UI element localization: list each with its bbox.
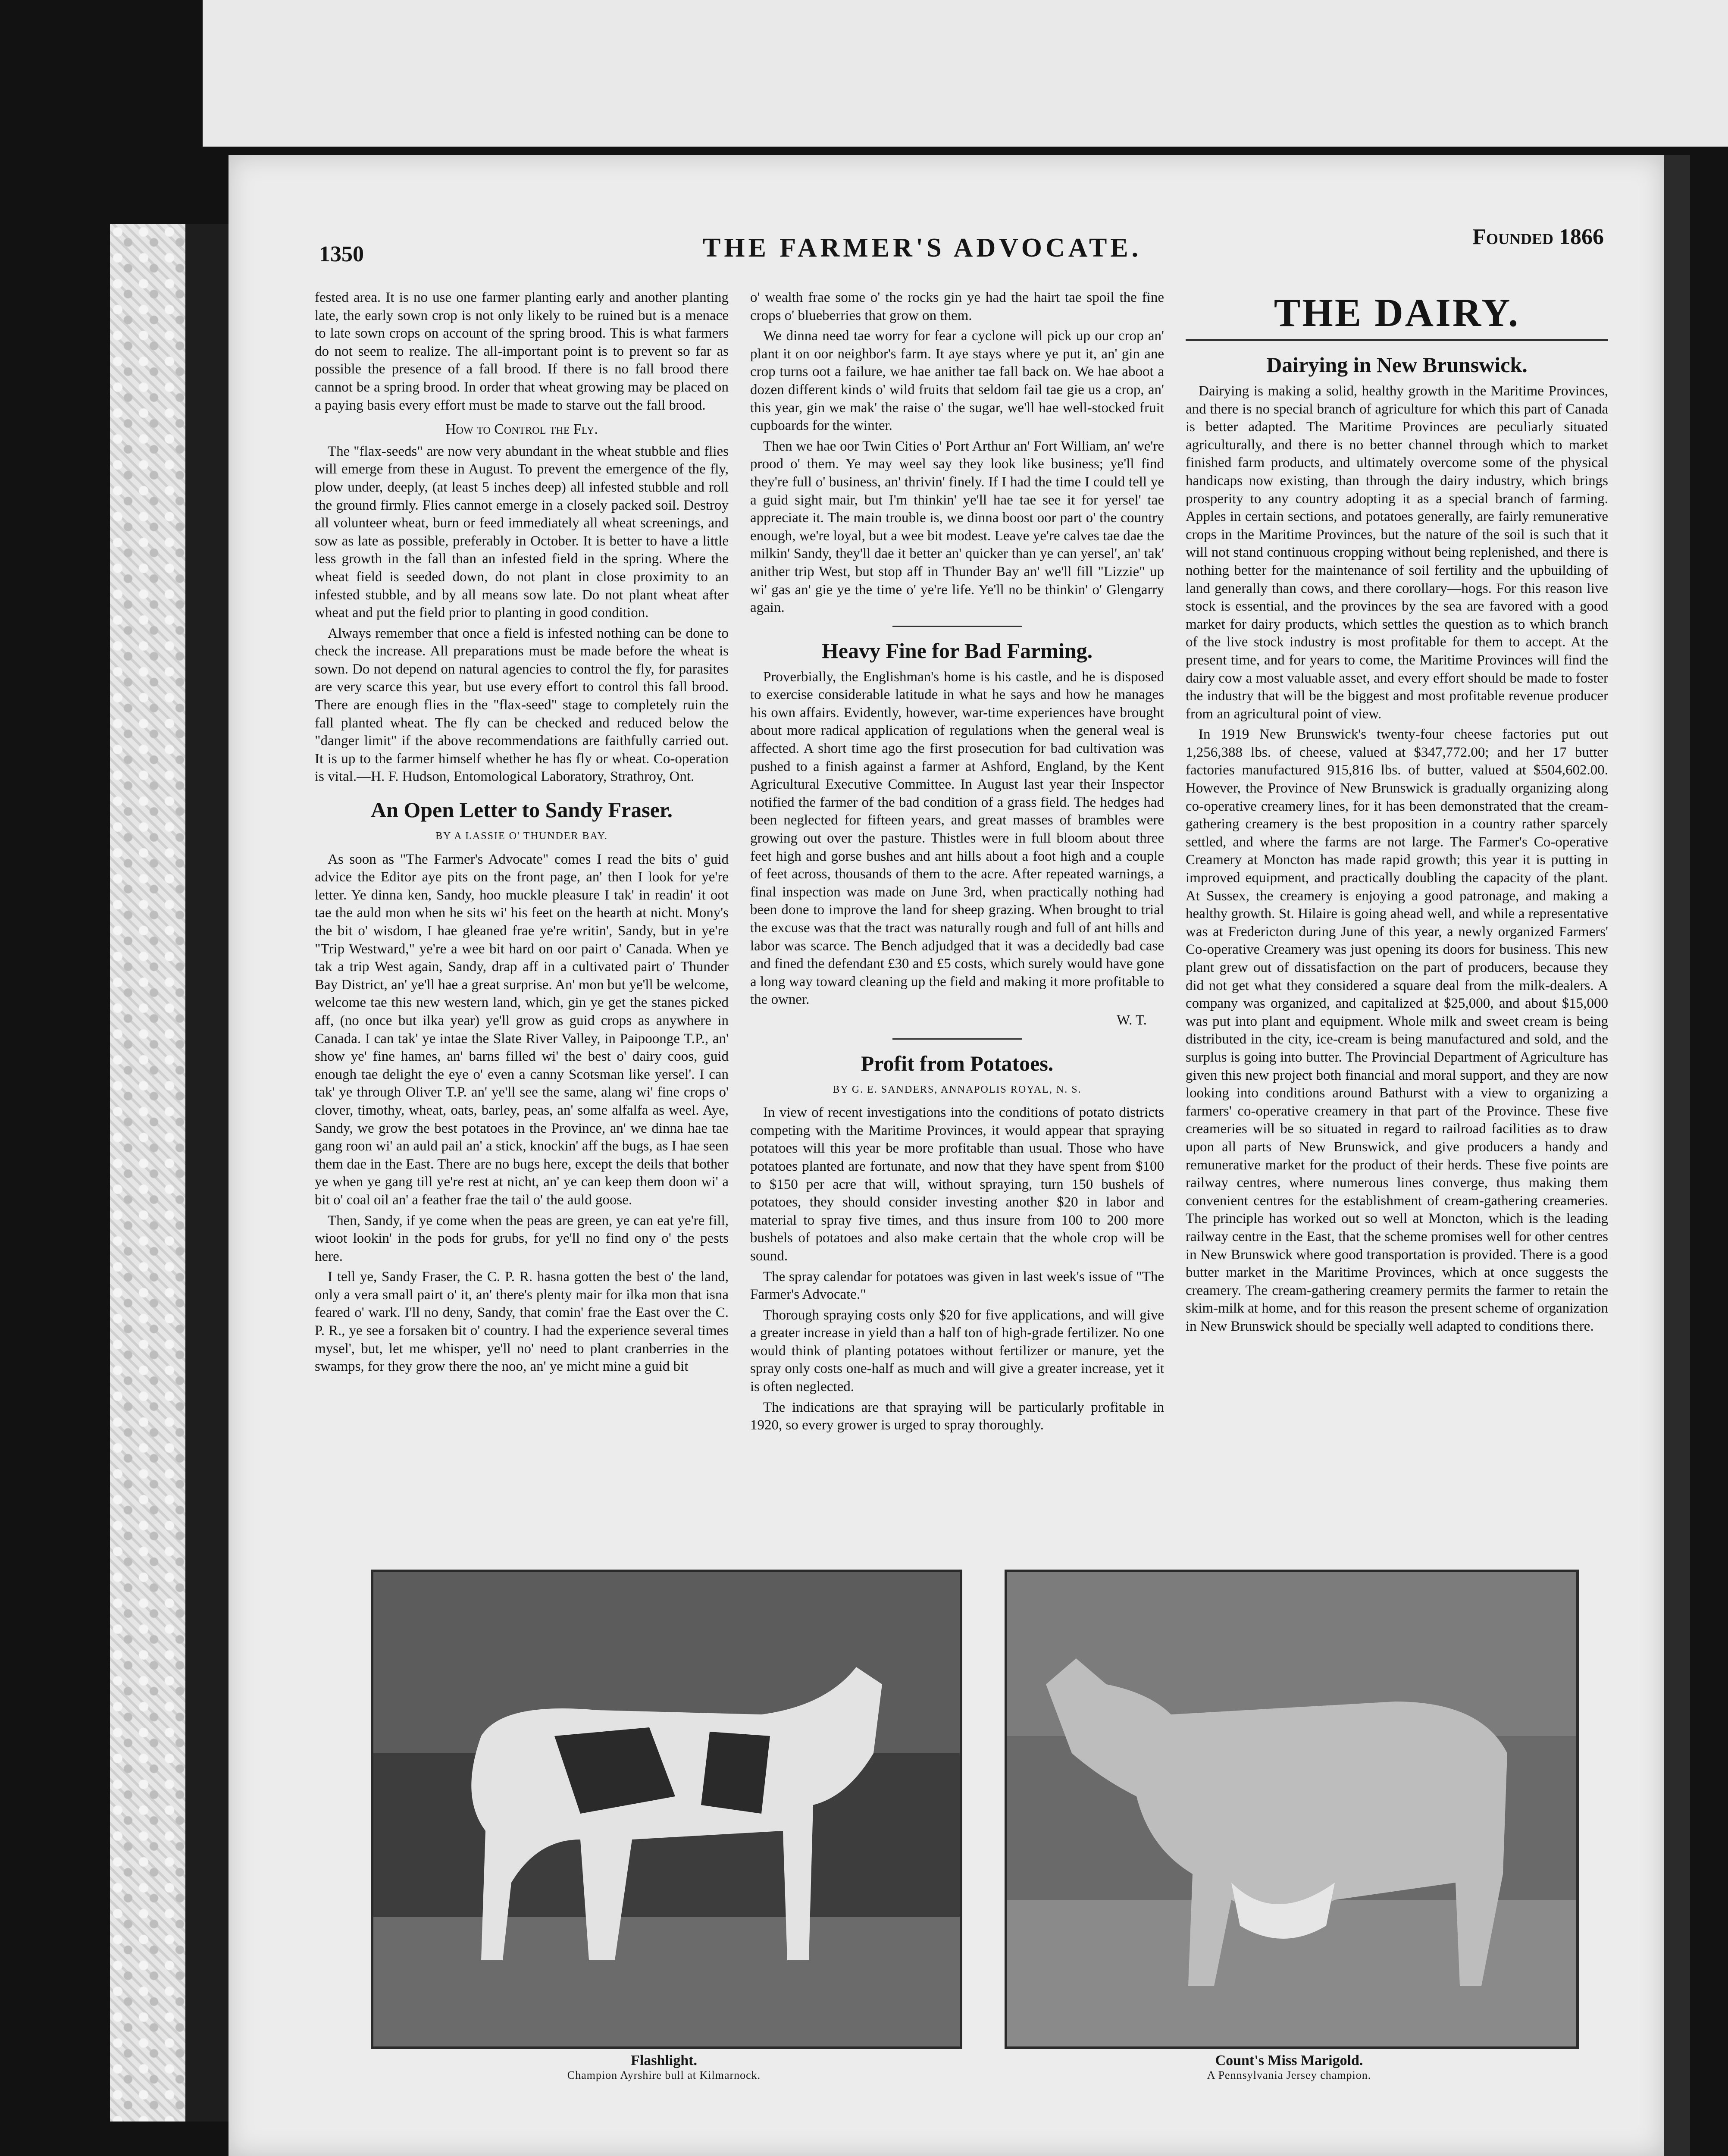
article-text: I tell ye, Sandy Fraser, the C. P. R. hasna gotten the best o' the land, only a vera small pairt o' it, an' there's plenty mair for ilka mon that isna feared o' wark. I'll no deny, Sandy, that comin' frae the East over the C. P. R., ye see a forsaken bit o' country. I had the experience several times mysel', but, let me whisper, ye'll no' need to plant cranberries in the swamps, for they grow there the noo, an' ye micht mine a guid bit — [315, 1269, 729, 1375]
page-header — [229, 216, 1664, 276]
column-2 — [750, 289, 1164, 1437]
bull-photo — [371, 1570, 962, 2049]
newspaper-page — [229, 155, 1664, 2156]
background-sheet — [203, 0, 1728, 147]
signature: W. T. — [1117, 1012, 1147, 1028]
article-title-potatoes: Profit from Potatoes. — [861, 1051, 1054, 1075]
page-edge — [1664, 155, 1690, 2156]
article-text: The spray calendar for potatoes was given in last week's issue of "The Farmer's Advocate." — [750, 1269, 1164, 1303]
byline: BY A LASSIE O' THUNDER BAY. — [435, 830, 608, 842]
article-title-dairy: Dairying in New Brunswick. — [1266, 353, 1528, 377]
caption-subtitle: Champion Ayrshire bull at Kilmarnock. — [567, 2069, 761, 2081]
article-text: o' wealth frae some o' the rocks gin ye had the hairt tae spoil the fine crops o' blueberries that grow on them. — [750, 290, 1164, 323]
article-text: fested area. It is no use one farmer planting early and another planting late, the early sown crop is not only likely to be ruined but is a menace to late sown crops on account of the spring brood. This is what farmers do not seem to realize. The all-important point is to prevent so far as possible the presence of a fall brood. If there is no fall brood there cannot be a spring brood. In order that wheat growing may be placed on a paying basis every effort must be made to starve out the fall brood. — [315, 290, 729, 413]
article-text: As soon as "The Farmer's Advocate" comes I read the bits o' guid advice the Editor aye pits on the front page, an' then I look for ye're letter. Ye dinna ken, Sandy, hoo muckle pleasure I tak' in readin' it oot tae the auld mon when he sits wi' his feet on the hearth at nicht. Mony's the bit o' wisdom, I hae gleaned frae ye're writin', Sandy, but in ye're "Trip Westward," ye're a wee bit hard on oor pairt o' Canada. When ye tak a trip West again, Sandy, drap aff in a cultivated pairt o' Thunder Bay District, an' ye'll hae a great surprise. An' mon but ye'll be welcome, welcome tae this new western land, which, gin ye get the stanes picked aff, (no once but ilka year) ye'll grow as guid crops as anywhere in Canada. I can tak' ye intae the Slate River Valley, in Paipoonge T.P., an' show ye' fine hames, an' barns filled wi' the best o' dairy coos, guid enough tae delight the eye o' even a canny Scotsman like yersel'. I can tak' ye through Oliver T.P. an' ye'll see the same, alang wi' fine crops o' clover, timothy, wheat, oats, barley, peas, an' some alfalfa as weel. Aye, Sandy, we grow the best potatoes in the Province, an' we dinna hae tae gang roon wi' an auld pail an' a stick, knockin' aff the bugs, as I hae seen them dae in the East. There are no bugs here, except the deils that bother ye when ye gang till ye're rest at nicht, an' ye can keep them doon wi' a bit o' coal oil an' a feather frae the tail o' the auld goose. — [315, 851, 729, 1208]
article-text: Dairying is making a solid, healthy growth in the Maritime Provinces, and there is no special branch of agriculture for which this part of Canada is better adapted. The Maritime Provinces are peculiarly situated agriculturally, and there is no better channel through which to market finished farm products, and ultimately overcome some of the physical handicaps now existing, than through the dairy industry, which brings prosperity to any country adopting it as a special branch of farming. Apples in certain sections, and potatoes generally, are fairly remunerative crops in the Maritime Provinces, but the nature of the soil is such that it will not stand continuous cropping without being replenished, and there is nothing better for the maintenance of soil fertility and the upbuilding of land generally than cows, and there corollary—hogs. For this reason live stock is essential, and the provinces by the sea are favored with a good market for dairy products, which settles the question as to which branch of the live stock industry is most profitable for them to accept. At the present time, and for years to come, the Maritime Provinces will find the dairy cow a most valuable asset, and every effort should be made to foster the industry that will be the biggest and most profitable revenue producer from an agricultural point of view. — [1186, 383, 1608, 722]
binding-gutter — [185, 224, 229, 2122]
page-number: 1350 — [319, 242, 364, 266]
byline: BY G. E. SANDERS, ANNAPOLIS ROYAL, N. S. — [833, 1084, 1082, 1095]
article-title-fine: Heavy Fine for Bad Farming. — [821, 638, 1093, 663]
subheading: How to Control the Fly. — [445, 421, 598, 438]
caption-title: Count's Miss Marigold. — [1215, 2053, 1363, 2068]
divider — [892, 1038, 1022, 1040]
article-text: Thorough spraying costs only $20 for five applications, and will give a greater increase in yield than a half ton of high-grade fertilizer. No one would think of planting potatoes without fertilizer or manure, yet the spray only costs one-half as much and will give a greater increase, yet it is often neglected. — [750, 1307, 1164, 1395]
article-text: Then, Sandy, if ye come when the peas are green, ye can eat ye're fill, wioot lookin' in the pods for grubs, for ye'll no find ony o' the pests here. — [315, 1213, 729, 1264]
article-text: In view of recent investigations into the conditions of potato districts competing with the Maritime Provinces, it would appear that spraying potatoes will this year be more profitable than usual. Those who have potatoes planted are fortunate, and now that they have spent from $100 to $150 per acre that will, without spraying, turn 150 bushels of potatoes, they should consider investing another $20 in labor and material to spray five times, and thus insure from 100 to 200 more bushels of potatoes and also make certain that the whole crop will be sound. — [750, 1105, 1164, 1264]
photo-caption — [371, 2053, 957, 2082]
article-title-letter: An Open Letter to Sandy Fraser. — [371, 798, 673, 822]
article-text: Proverbially, the Englishman's home is his castle, and he is disposed to exercise considerable latitude in what he says and how he manages his own affairs. Evidently, however, war-time experiences have brought about more radical application of regulations when the general weal is affected. A short time ago the first prosecution for bad cultivation was pushed to a finish against a farmer at Ashford, England, by the Kent Agricultural Executive Committee. In August last year their Inspector notified the farmer of the bad condition of a grass field. The hedges had been neglected for fifteen years, and great masses of brambles were growing out over the pasture. Thistles were in full bloom about three feet high and gorse bushes and ant hills about a foot high and a couple of feet across, thousands of them to the acre. After repeated warnings, a final inspection was made on June 3rd, when practically nothing had been done to improve the land for sheep grazing. When brought to trial the excuse was that the tract was naturally rough and full of ant hills and labor was scarce. The Bench adjudged that it was a decidedly bad case and fined the defendant £30 and £5 costs, which surely would have gone a long way toward cleaning up the field and making it more profitable to the owner. — [750, 669, 1164, 1008]
caption-subtitle: A Pennsylvania Jersey champion. — [1207, 2069, 1371, 2081]
article-text: The indications are that spraying will be particularly profitable in 1920, so every grower is urged to spray thoroughly. — [750, 1399, 1164, 1433]
article-text: The "flax-seeds" are now very abundant in the wheat stubble and flies will emerge from these in August. To prevent the emergence of the fly, plow under, deeply, (at least 5 inches deep) all infested stubble and roll the ground firmly. Flies cannot emerge in a closely packed soil. Destroy all volunteer wheat, burn or feed immediately all wheat screenings, and sow as late as possible, preferably in October. It is better to have a little less growth in the fall than an infested field in the spring. Where the wheat field is seeded down, do not plant in close proximity to an infested stubble, and by all means sow late. Do not plant wheat after wheat and put the field prior to planting in good condition. — [315, 443, 729, 621]
column-1 — [315, 289, 729, 1379]
article-text: Always remember that once a field is infested nothing can be done to check the increase. All preparations must be made before the wheat is sown. Do not depend on natural agencies to control the fly, for parasites are very scarce this year, but use every effort to control this fall brood. There are enough flies in the "flax-seed" stage to completely ruin the fall planted wheat. The fly can be checked and reduced below the "danger limit" if the above recommendations are faithfully carried out. It is up to the farmer himself whether he has fly or wheat. Co-operation is vital.—H. F. Hudson, Entomological Laboratory, Strathroy, Ont. — [315, 625, 729, 785]
founded-line: Founded 1866 — [1472, 225, 1604, 249]
caption-title: Flashlight. — [631, 2053, 697, 2068]
photo-caption — [1005, 2053, 1574, 2082]
section-rule — [1186, 339, 1608, 341]
article-text: Then we hae oor Twin Cities o' Port Arthur an' Fort William, an' we're prood o' them. Ye may weel say they look like business; ye'll find they're full o' business, an' thrivin' finely. If I had the time I could tell ye a guid sight mair, but I'm thinkin' ye'll hae tae see it for yersel' tae appreciate it. The main trouble is, we dinna boost oor part o' the country enough, we're loyal, but a wee bit modest. Leave ye're calves tae dae the milkin' Sandy, they'll dae it better an' quicker than ye can yersel', an' tak' anither trip West, but stop aff in Thunder Bay an' we'll fill "Lizzie" up wi' gas an' gie ye the time o' ye're life. Ye'll no be thinkin' o' Glengarry again. — [750, 438, 1164, 616]
article-text: We dinna need tae worry for fear a cyclone will pick up our crop an' plant it on oor neighbor's farm. It aye stays where ye put it, an' gin ane crop turns oot a failure, we hae anither tae fall back on. We hae aboot a dozen different kinds o' wild fruits that seldom fail tae gie us a crop, an' this year, gin we mak' the raise o' the sugar, we'll hae well-stocked fruit cupboards for the winter. — [750, 328, 1164, 434]
divider — [892, 626, 1022, 627]
cow-photo — [1005, 1570, 1579, 2049]
section-title: THE DAIRY. — [1274, 291, 1520, 335]
masthead: THE FARMER'S ADVOCATE. — [703, 233, 1142, 263]
ornamental-endpaper — [110, 224, 185, 2122]
column-3 — [1186, 289, 1608, 1338]
article-text: In 1919 New Brunswick's twenty-four cheese factories put out 1,256,388 lbs. of cheese, valued at $347,772.00; and her 17 butter factories manufactured 915,816 lbs. of butter, valued at $504,602.00. However, the Province of New Brunswick is gradually organizing along co-operative creamery lines, for it has been demonstrated that the cream-gathering creamery is the best proposition in a country rather sparcely settled, and where the farms are not large. The Farmer's Co-operative Creamery at Moncton has made rapid growth; this year it is putting in improved equipment, and practically doubling the capacity of the plant. At Sussex, the creamery is enjoying a good patronage, and making a healthy growth. St. Hilaire is going ahead well, and while a representative was at Fredericton during June of this year, a newly organized Farmers' Co-operative Creamery was just opening its doors for business. This new plant grew out of dissatisfaction on the part of producers, because they did not get what they considered a square deal from the milk-dealers. A company was organized, and capitalized at $25,000, and about $15,000 was put into plant and equipment. Whole milk and sweet cream is being distributed in the city, ice-cream is being manufactured and sold, and the surplus is going into butter. The Provincial Department of Agriculture has given this new project both financial and moral support, and they are now looking into conditions around Bathurst with a view to organizing a farmers' co-operative creamery in that part of the Province. These five creameries will be so situated in regard to railroad facilities as to draw upon all parts of New Brunswick, and give producers a handy and remunerative market for the product of their herds. These five points are railway centres, where numerous lines converge, thus making them convenient centres for the establishment of cream-gathering creameries. The principle has worked out so well at Moncton, which is the leading railway centre in the East, that the scheme promises well for other centres in New Brunswick where good transportation is provided. There is a good butter market in the Maritime Provinces, which at once suggests the creamery. The cream-gathering creamery permits the farmer to retain the skim-milk at home, and for this reason the present scheme of organization in New Brunswick should be specially well adapted to conditions there. — [1186, 727, 1608, 1334]
